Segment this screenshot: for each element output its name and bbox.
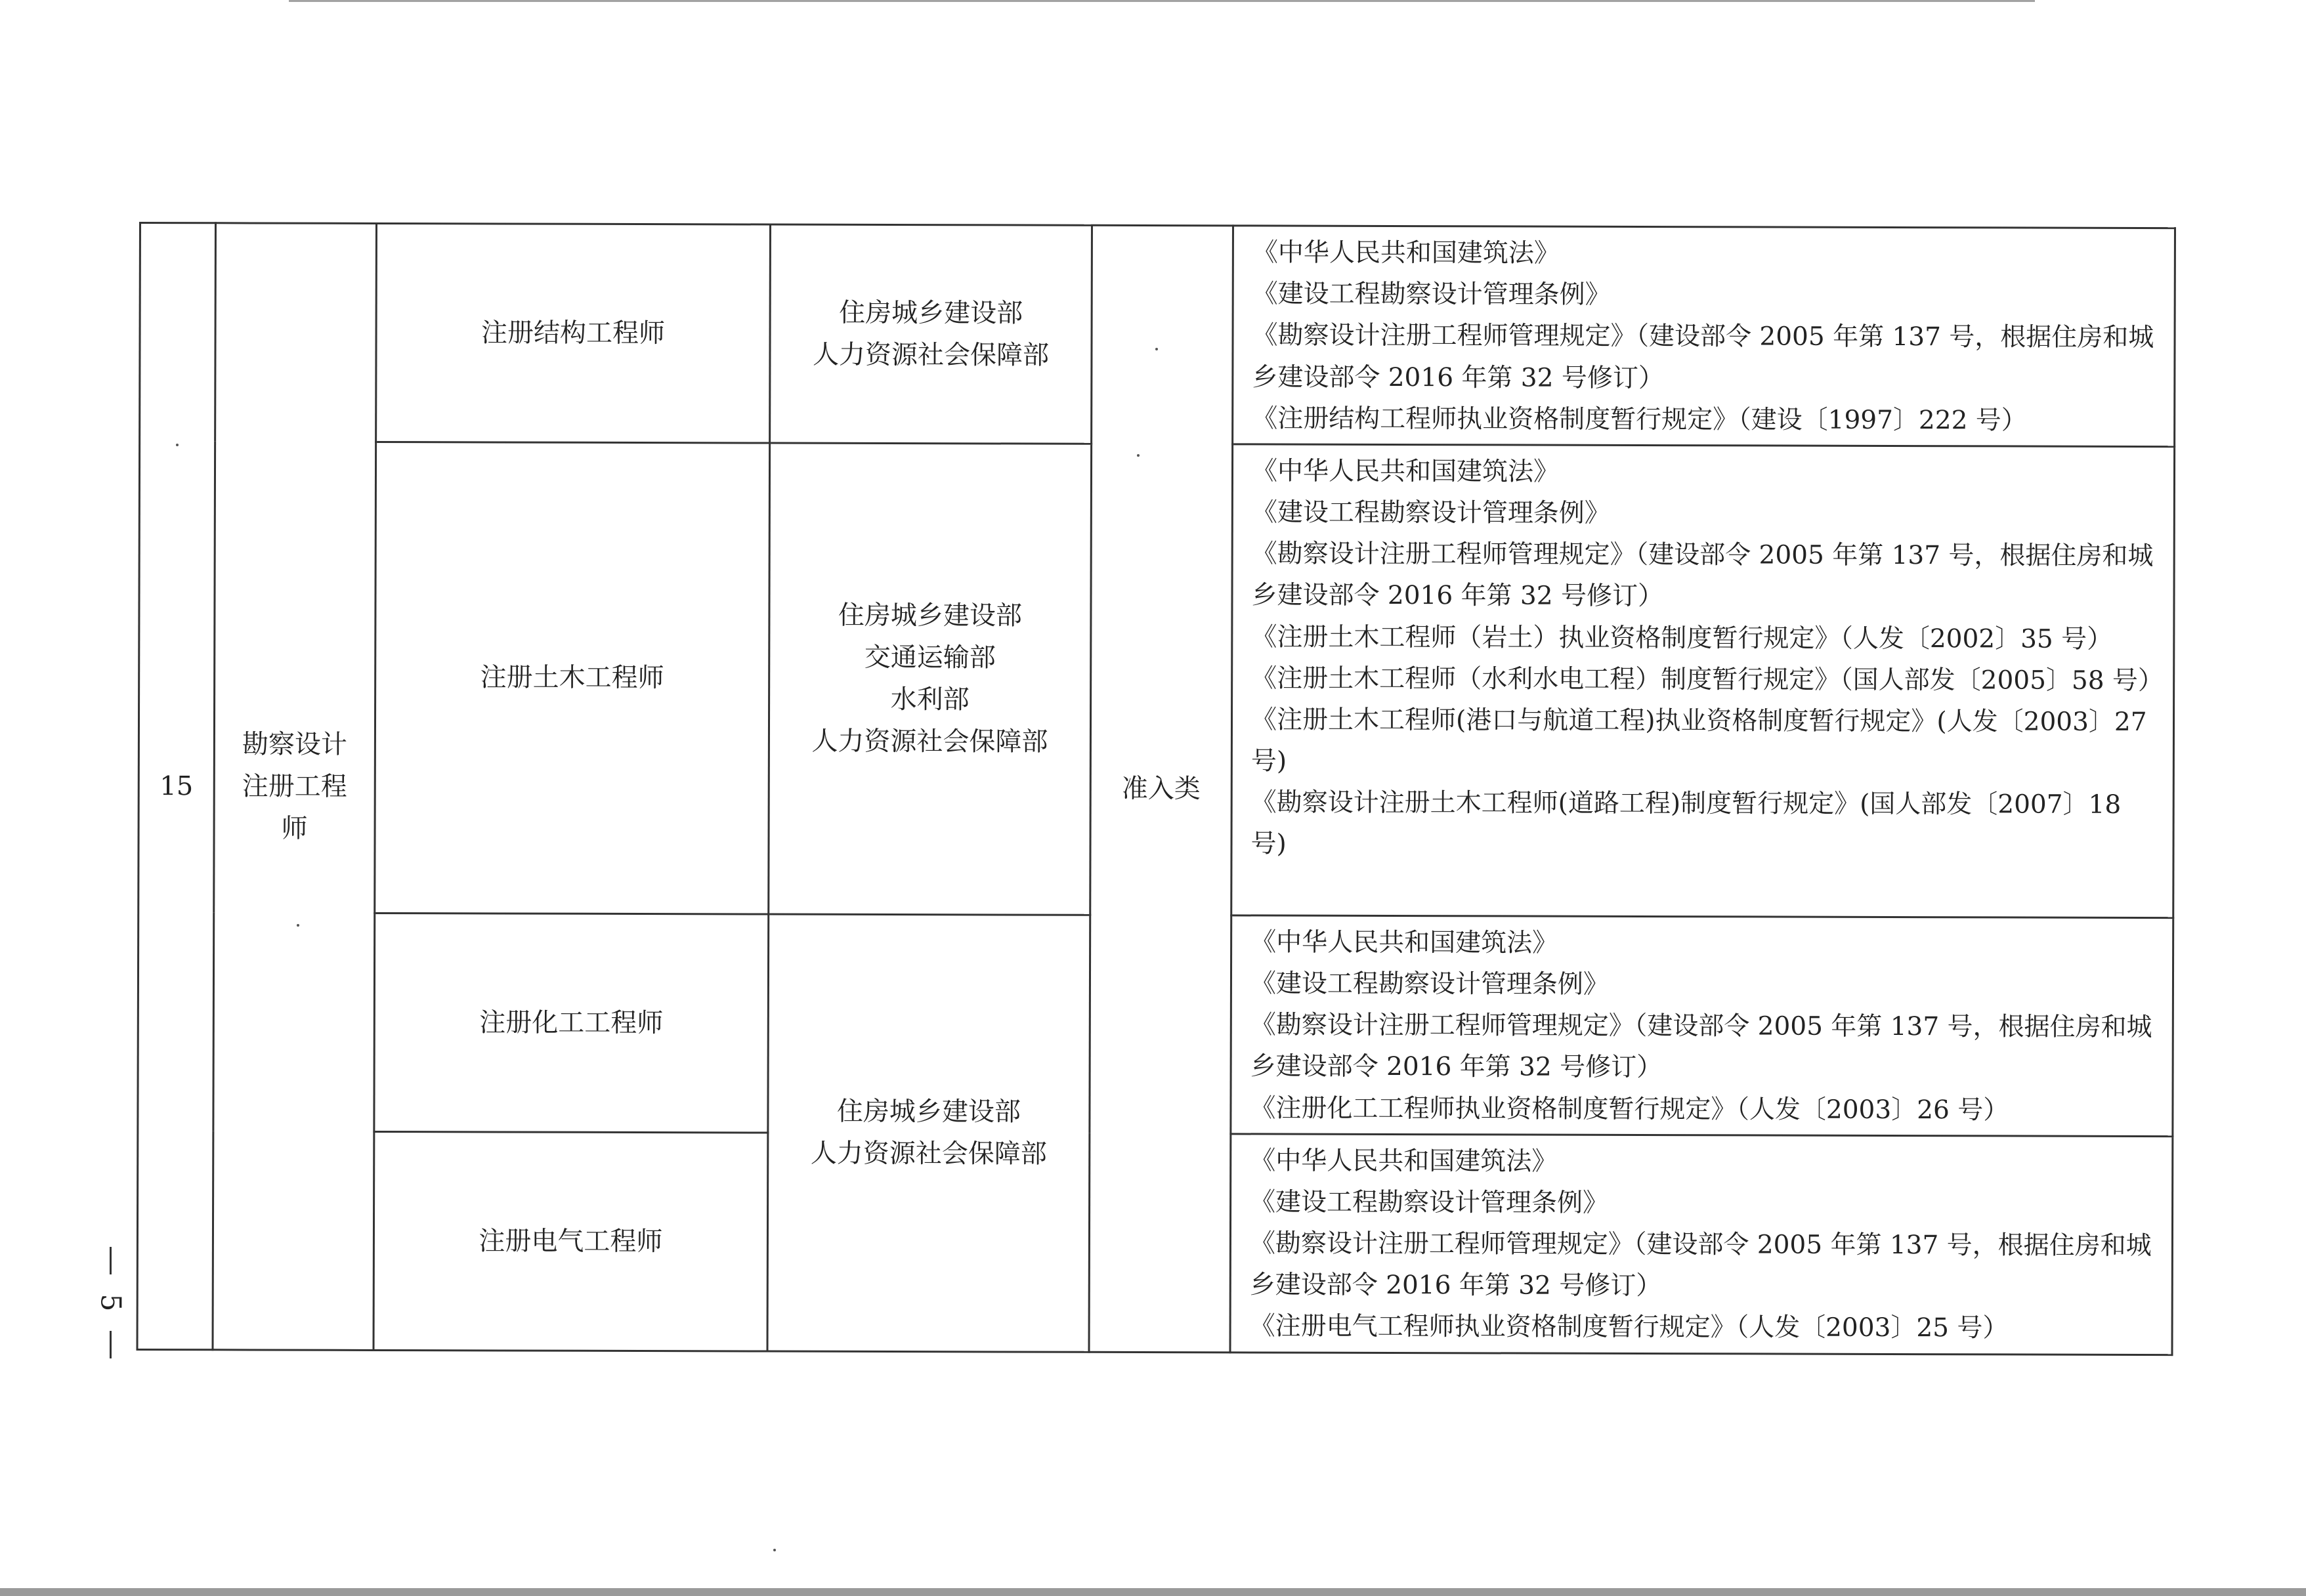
item-number-cell [137,223,215,1350]
qualification-table [136,222,2175,1356]
basis-cell [1231,915,2173,1137]
basis-item: 《勘察设计注册土木工程师(道路工程)制度暂行规定》(国人部发〔2007〕18 号) [1250,788,2122,859]
basis-item: 《注册结构工程师执业资格制度暂行规定》（建设〔1997〕222 号） [1252,404,2027,436]
department-name: 住房城乡建设部 [836,1097,1021,1127]
page-number-dash [110,1331,112,1358]
scan-speck [773,1549,776,1551]
category-line: 师 [281,813,308,844]
qualification-type: 准入类 [1121,773,1201,805]
scan-speck [1155,348,1158,350]
basis-item: 《勘察设计注册工程师管理规定》（建设部令 2005 年第 137 号，根据住房和城乡建设部令 2016 年第 32 号修订） [1249,1228,2152,1301]
category-line: 注册工程 [242,771,347,802]
basis-item: 《建设工程勘察设计管理条例》 [1251,497,1610,528]
basis-item: 《建设工程勘察设计管理条例》 [1250,969,1610,999]
department-name: 人力资源社会保障部 [811,726,1048,757]
qualification-name: 注册结构工程师 [480,318,666,349]
table-row [140,223,2175,447]
category-cell [213,223,376,1350]
basis-item: 《建设工程勘察设计管理条例》 [1250,1187,1609,1218]
basis-cell [1233,226,2175,447]
qualification-name: 注册化工工程师 [479,1007,664,1038]
basis-item: 《中华人民共和国建筑法》 [1250,927,1558,958]
scan-speck [297,924,299,927]
department-name: 住房城乡建设部 [838,600,1022,631]
scan-bottom-edge [0,1588,2306,1596]
department-name: 人力资源社会保障部 [812,339,1050,371]
page-number [91,1247,130,1358]
basis-item: 《中华人民共和国建筑法》 [1250,1146,1558,1177]
qualification-name: 注册电气工程师 [479,1226,663,1257]
department-name: 交通运输部 [864,642,996,673]
category-line: 勘察设计 [242,729,347,760]
basis-item: 《中华人民共和国建筑法》 [1252,238,1560,268]
basis-item: 《勘察设计注册工程师管理规定》（建设部令 2005 年第 137 号，根据住房和城乡建设部令 2016 年第 32 号修订） [1250,1010,2152,1083]
qualification-cell [374,913,769,1132]
page-number-value: 5 [94,1293,127,1312]
type-cell [1089,225,1233,1352]
basis-item: 《建设工程勘察设计管理条例》 [1252,279,1611,310]
basis-item: 《中华人民共和国建筑法》 [1251,456,1560,487]
department-cell [769,443,1092,915]
scan-speck [176,444,179,446]
basis-item: 《注册土木工程师（水利水电工程）制度暂行规定》（国人部发〔2005〕58 号） [1251,663,2164,696]
department-name: 人力资源社会保障部 [810,1138,1047,1169]
basis-item: 《勘察设计注册工程师管理规定》（建设部令 2005 年第 137 号，根据住房和城乡建设部令 2016 年第 32 号修订） [1251,539,2154,612]
department-cell [767,914,1090,1352]
basis-item: 《注册土木工程师（岩土）执业资格制度暂行规定》（人发〔2002〕35 号） [1251,621,2113,654]
basis-item: 《注册电气工程师执业资格制度暂行规定》（人发〔2003〕25 号） [1249,1311,2009,1343]
basis-item: 《注册土木工程师(港口与航道工程)执业资格制度暂行规定》(人发〔2003〕27 号) [1250,705,2147,776]
page-number-dash [110,1247,112,1274]
qualification-name: 注册土木工程师 [480,662,664,694]
basis-item: 《勘察设计注册工程师管理规定》（建设部令 2005 年第 137 号，根据住房和城乡建设部令 2016 年第 32 号修订） [1252,320,2154,393]
department-name: 住房城乡建设部 [839,297,1023,329]
item-number: 15 [160,770,194,801]
basis-cell [1230,1134,2173,1355]
basis-item: 《注册化工工程师执业资格制度暂行规定》（人发〔2003〕26 号） [1250,1093,2009,1125]
qualification-cell [375,442,770,914]
basis-cell [1231,444,2175,918]
qualification-cell [376,223,771,442]
scan-speck [1137,454,1140,457]
page-top-edge [289,0,2035,2]
qualification-cell [374,1131,768,1351]
department-cell [770,224,1092,444]
department-name: 水利部 [890,684,970,715]
